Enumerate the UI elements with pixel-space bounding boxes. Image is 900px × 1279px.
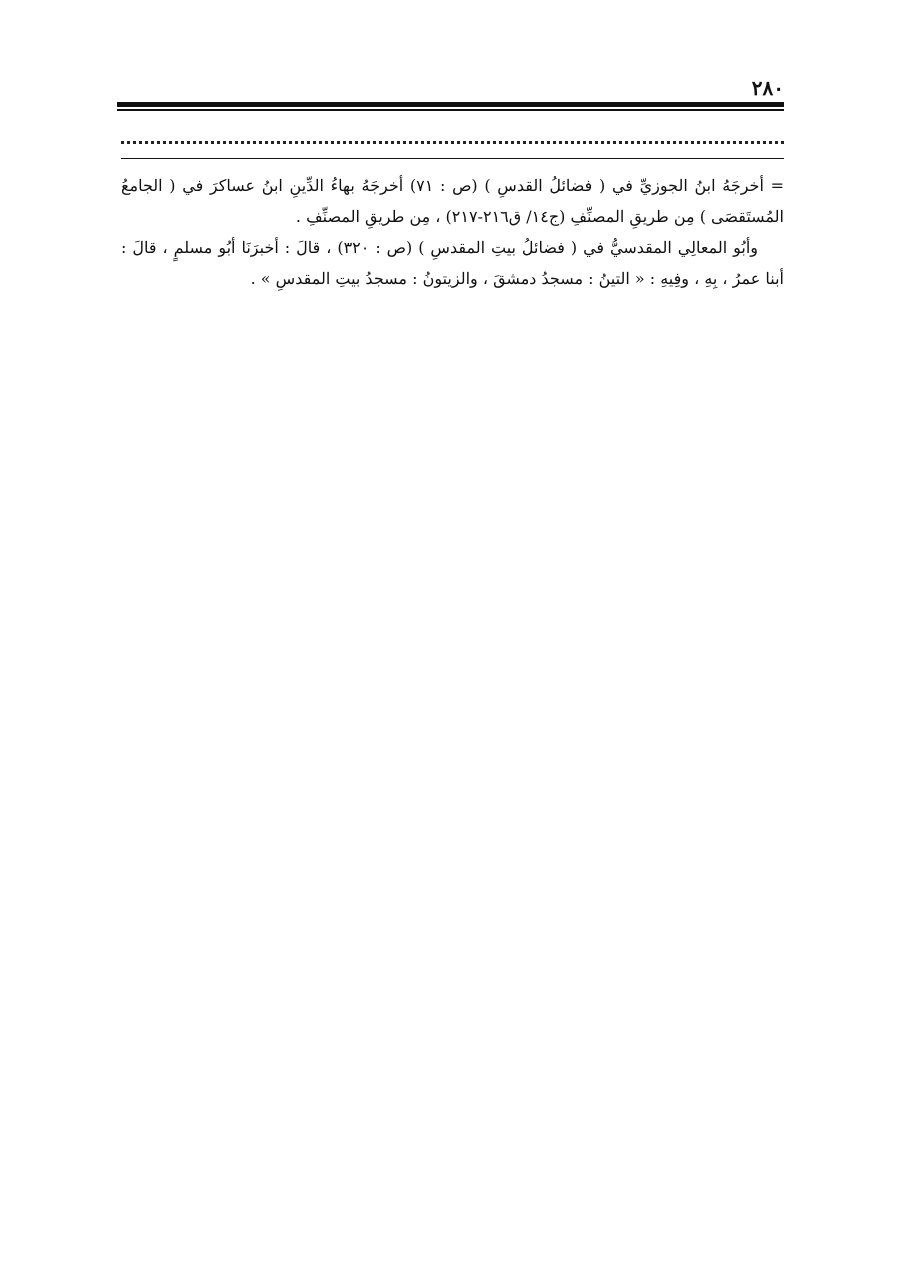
- footnote-block: [121, 170, 784, 294]
- dotted-separator: [121, 141, 784, 144]
- header-rule-thin: [117, 109, 784, 111]
- page-number: ٢٨٠: [751, 76, 784, 100]
- footnote-paragraph: وأبُو المعالِي المقدسيُّ في ( فضائلُ بيتِ المقدسِ ) (ص : ٣٢٠) ، قالَ : أخبرَنَا أبُو مسلمٍ ، قالَ : أبنا عمرُ ، بِهِ ، وفِيهِ : « التينُ : مسجدُ دمشقَ ، والزيتونُ : مسجدُ بيتِ المقدسِ » .: [121, 238, 784, 288]
- header-rule-thick: [117, 102, 784, 107]
- footnote-rule: [121, 158, 784, 159]
- footnote-paragraph: = أخرجَهُ ابنُ الجوزيِّ في ( فضائلُ القدسِ ) (ص : ٧١) أخرجَهُ بهاءُ الدِّينِ ابنُ عساكرَ في ( الجامعُ المُستَقصَى ) مِن طريقِ المصنِّفِ (ج١٤/ ق٢١٦-٢١٧) ، مِن طريقِ المصنِّفِ .: [121, 176, 784, 226]
